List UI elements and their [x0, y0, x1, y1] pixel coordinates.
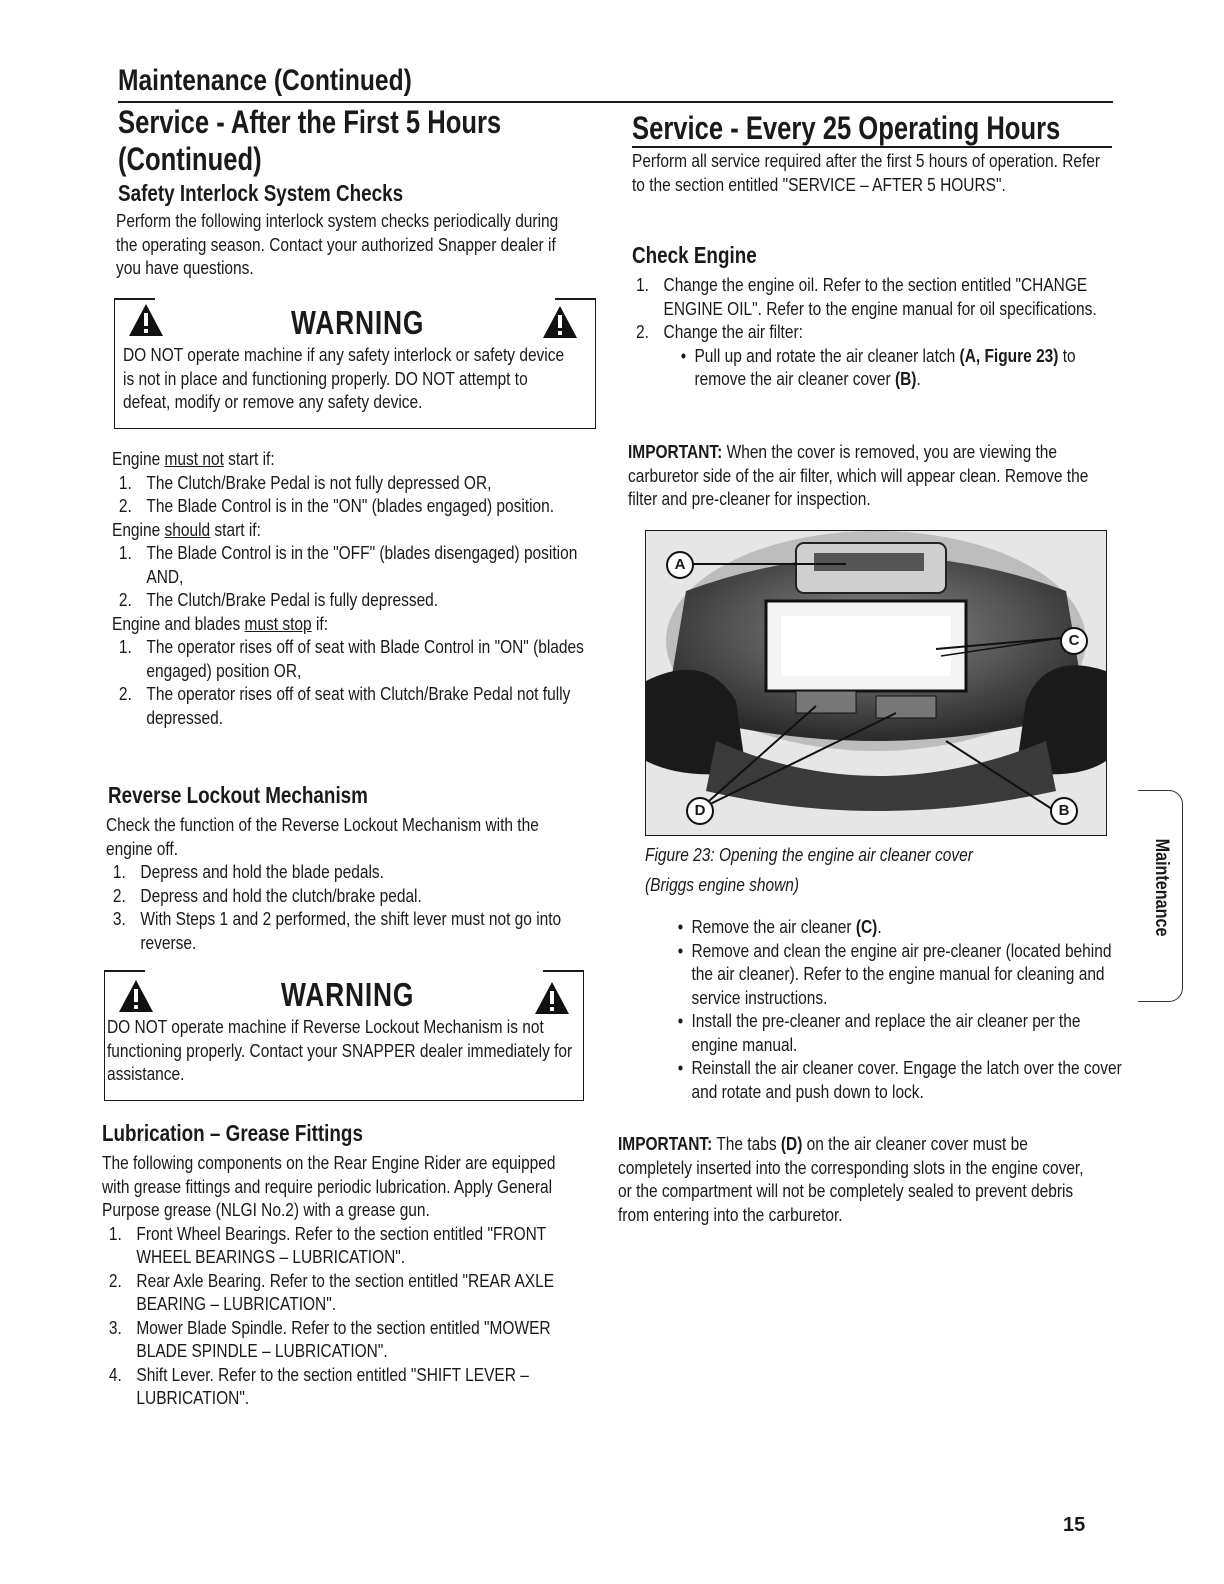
warning-triangle-icon: [117, 978, 155, 1014]
warning-title: WARNING: [291, 304, 425, 341]
page-header-title: Maintenance (Continued): [118, 64, 412, 97]
list-item: 4. Shift Lever. Refer to the section entitled "SHIFT LEVER – LUBRICATION".: [108, 1364, 529, 1408]
lubrication-intro: The following components on the Rear Engine Rider are equipped with grease fittings and require periodic lubrication. Apply General Purpose grease (NLGI No.2) with a grease gun.: [102, 1153, 556, 1220]
warning-box-interlock: [114, 298, 596, 429]
should-start-heading: Engine should start if:: [112, 519, 261, 540]
right-section-heading: Service - Every 25 Operating Hours: [632, 110, 1061, 146]
list-item: 2. The operator rises off of seat with Clutch/Brake Pedal not fully depressed.: [118, 684, 571, 728]
list-item: • Install the pre-cleaner and replace the air cleaner per the engine manual.: [676, 1010, 1123, 1057]
important-note-1: IMPORTANT: When the cover is removed, you are viewing the carburetor side of the air filter, which will appear clean. Remove the filter and pre-cleaner for inspection.: [628, 442, 1089, 509]
list-item: 1. Change the engine oil. Refer to the section entitled "CHANGE ENGINE OIL". Refer to the engine manual for oil specifications.: [636, 275, 1097, 319]
callout-d: D: [686, 797, 714, 825]
reverse-lockout-intro: Check the function of the Reverse Lockout Mechanism with the engine off.: [106, 815, 539, 859]
list-item: • Remove the air cleaner (C).: [676, 916, 1123, 940]
left-section-heading: [118, 104, 501, 178]
right-heading-rule: [632, 146, 1112, 148]
must-stop-heading: Engine and blades must stop if:: [112, 613, 329, 634]
figure-23-photo: [645, 530, 1107, 836]
warning-title: WARNING: [281, 976, 415, 1013]
list-item: 3. With Steps 1 and 2 performed, the shift lever must not go into reverse.: [112, 909, 562, 953]
must-not-start-heading: Engine must not start if:: [112, 449, 275, 469]
list-item: 1. Depress and hold the blade pedals.: [112, 862, 384, 882]
list-item: 2. Change the air filter:: [636, 322, 803, 342]
caption-line2: (Briggs engine shown): [645, 875, 800, 895]
list-item: 1. The Blade Control is in the "OFF" (blades disengaged) position AND,: [118, 543, 578, 587]
engine-interlock-checks: [112, 448, 589, 730]
lubrication-title: Lubrication – Grease Fittings: [102, 1120, 363, 1146]
warning-text: DO NOT operate machine if any safety interlock or safety device is not in place and functioning properly. DO NOT attempt to defeat, modify or remove any safety device.: [123, 345, 565, 412]
engine-air-cleaner-illustration: [646, 531, 1106, 835]
warning-triangle-icon: [533, 980, 571, 1016]
callout-b: B: [1050, 797, 1078, 825]
list-item: • Remove and clean the engine air pre-cleaner (located behind the air cleaner). Refer to the engine manual for cleaning and service instructions.: [676, 940, 1123, 1011]
list-item: 2. The Blade Control is in the "ON" (blades engaged) position.: [118, 496, 555, 516]
warning-triangle-icon: [127, 302, 165, 338]
lubrication-section: [102, 1152, 584, 1411]
list-item: 2. The Clutch/Brake Pedal is fully depressed.: [118, 590, 439, 610]
reverse-lockout-title: Reverse Lockout Mechanism: [108, 782, 368, 808]
caption-line1: Figure 23: Opening the engine air cleaner cover: [645, 845, 973, 865]
list-item: 1. The operator rises off of seat with Blade Control in "ON" (blades engaged) position OR,: [118, 637, 584, 681]
list-item: 1. Front Wheel Bearings. Refer to the section entitled "FRONT WHEEL BEARINGS – LUBRICATION".: [108, 1223, 546, 1267]
list-item: 2. Rear Axle Bearing. Refer to the section entitled "REAR AXLE BEARING – LUBRICATION".: [108, 1270, 555, 1314]
side-tab-label: Maintenance: [1151, 838, 1172, 937]
list-item: • Pull up and rotate the air cleaner latch (A, Figure 23) to remove the air cleaner cover (B).: [679, 345, 1105, 392]
figure-caption: [645, 840, 1092, 900]
air-cleaner-steps: [676, 916, 1123, 1104]
page-number: 15: [1063, 1514, 1086, 1536]
list-item: 2. Depress and hold the clutch/brake pedal.: [112, 885, 422, 906]
warning-triangle-icon: [541, 304, 579, 340]
list-item: 3. Mower Blade Spindle. Refer to the section entitled "MOWER BLADE SPINDLE – LUBRICATION".: [108, 1317, 551, 1361]
header-rule: [118, 101, 1113, 103]
list-item: 1. The Clutch/Brake Pedal is not fully depressed OR,: [118, 472, 492, 493]
warning-box-reverse-lockout: [104, 970, 584, 1101]
interlock-intro: Perform the following interlock system checks periodically during the operating season. Contact your authorized Snapper dealer if you have questions.: [116, 211, 559, 278]
check-engine-title: Check Engine: [632, 242, 757, 268]
list-item: • Reinstall the air cleaner cover. Engage the latch over the cover and rotate and push down to lock.: [676, 1057, 1123, 1104]
check-engine-steps: [636, 274, 1105, 392]
warning-text: DO NOT operate machine if Reverse Lockout Mechanism is not functioning properly. Contact your SNAPPER dealer immediately for assistance.: [107, 1017, 573, 1084]
important-note-2: IMPORTANT: The tabs (D) on the air cleaner cover must be completely inserted into the corresponding slots in the engine cover, or the compartment will not be completely sealed to prevent debris from entering into the carburetor.: [618, 1134, 1084, 1225]
interlock-title: Safety Interlock System Checks: [118, 180, 404, 206]
reverse-lockout-section: [106, 814, 583, 955]
callout-c: C: [1060, 627, 1088, 655]
left-heading-line1: Service - After the First 5 Hours: [118, 104, 502, 140]
right-intro: Perform all service required after the first 5 hours of operation. Refer to the section entitled "SERVICE – AFTER 5 HOURS".: [632, 151, 1101, 195]
left-heading-line2: (Continued): [118, 140, 262, 177]
callout-a: A: [666, 551, 694, 579]
